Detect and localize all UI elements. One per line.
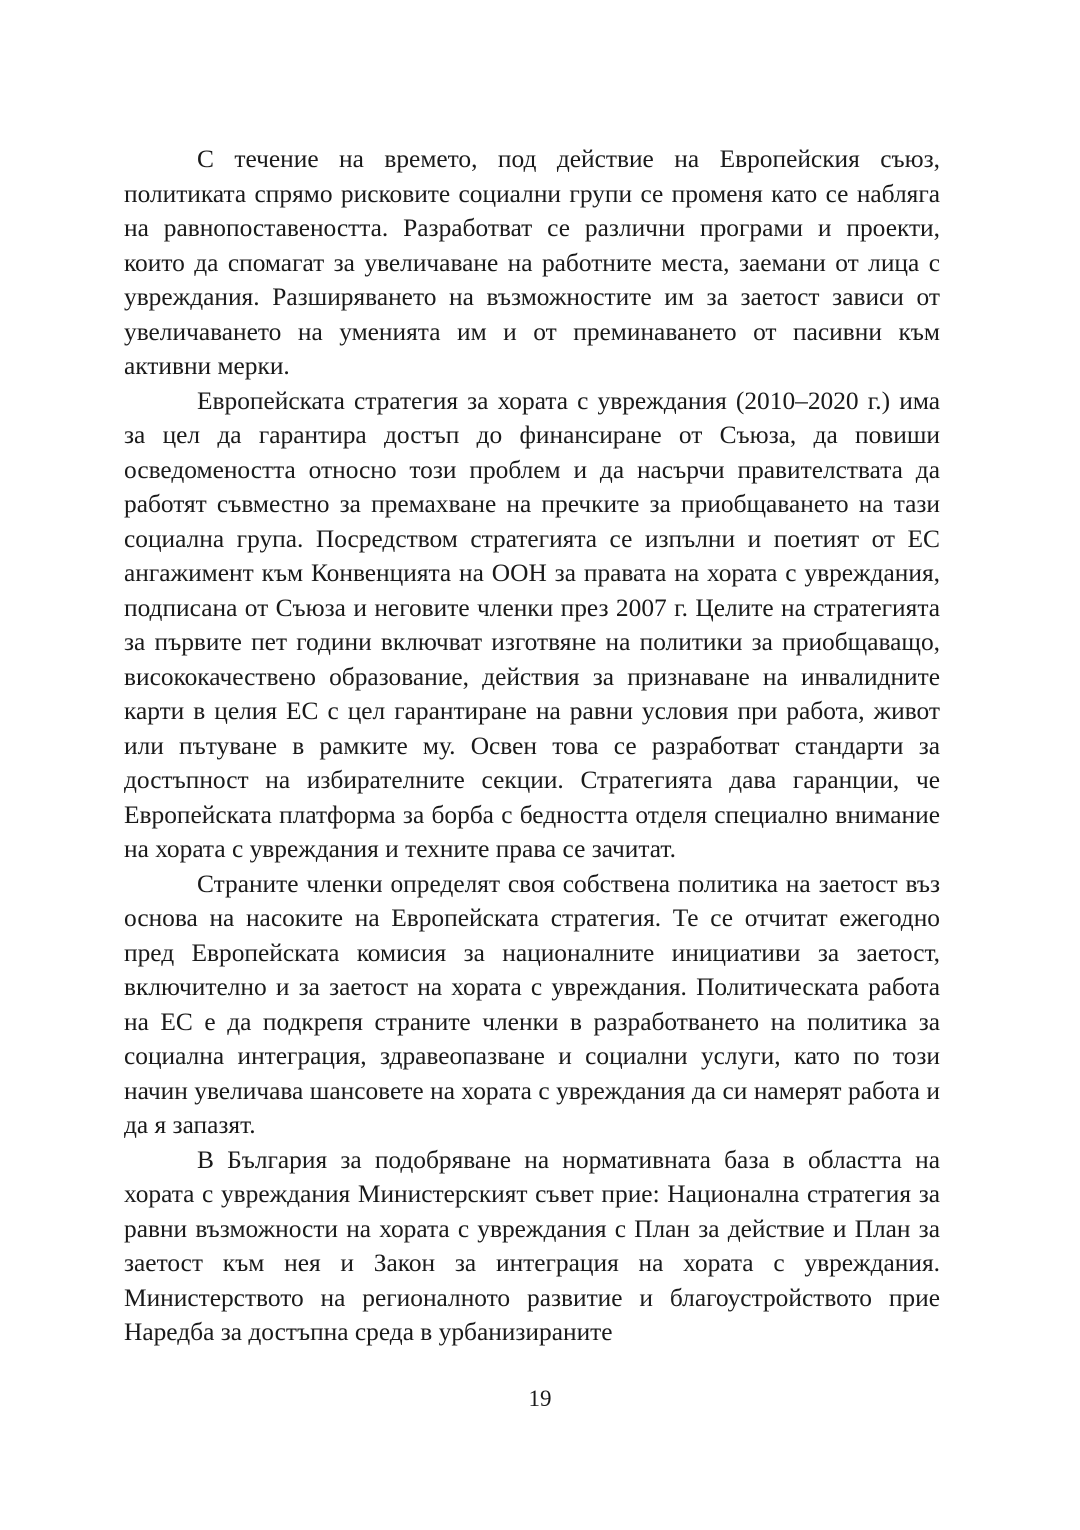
page-number: 19 [528, 1386, 552, 1411]
paragraph-4: В България за подобряване на нормативната база в областта на хората с увреждания Министерският съвет прие: Национална стратегия за равни възможности на хората с увреждания с План за действие и План за заетост към нея и Закон за интеграция на хората с увреждания. Министерството на регионалното развитие и благоустройството прие Наредба за достъпна среда в урбанизираните [124, 1145, 940, 1346]
paragraph-3: Страните членки определят своя собствена политика на заетост въз основа на насоките на Европейската стратегия. Те се отчитат ежегодно пред Европейската комисия за националните инициативи за заетост, включително и за заетост на хората с увреждания. Политическата работа на ЕС е да подкрепя страните членки в разработването на политика за социална интеграция, здравеопазване и социални услуги, като по този начин увеличава шансовете на хората с увреждания да си намерят работа и да я запазят. [124, 869, 940, 1139]
paragraph-1: С течение на времето, под действие на Европейския съюз, политиката спрямо рисковите социални групи се променя като се набляга на равнопоставеността. Разработват се различни програми и проекти, които да спомагат за увеличаване на работните места, заемани от лица с увреждания. Разширяването на възможностите им за заетост зависи от увеличаването на уменията им и от преминаването от пасивни към активни мерки. [124, 145, 940, 380]
paragraph-2: Европейската стратегия за хората с увреждания (2010–2020 г.) има за цел да гарантира достъп до финансиране от Съюза, да повиши осведомеността относно този проблем и да насърчи правителствата да работят съвместно за премахване на пречките за приобщаването на тази социална група. Посредством стратегията се изпълни и поетият от ЕС ангажимент към Конвенцията на ООН за правата на хората с увреждания, подписана от Съюза и неговите членки през 2007 г. Целите на стратегията за първите пет години включват изготвяне на политики за приобщаващо, висококачествено образование, действия за признаване на инвалидните карти в целия ЕС с цел гарантиране на равни условия при работа, живот или пътуване в рамките му. Освен това се разработват стандарти за достъпност на избирателните секции. Стратегията дава гаранции, че Европейската платформа за борба с бедността отделя специално внимание на хората с увреждания и техните права се зачитат. [124, 386, 940, 863]
body-text [124, 142, 940, 1350]
